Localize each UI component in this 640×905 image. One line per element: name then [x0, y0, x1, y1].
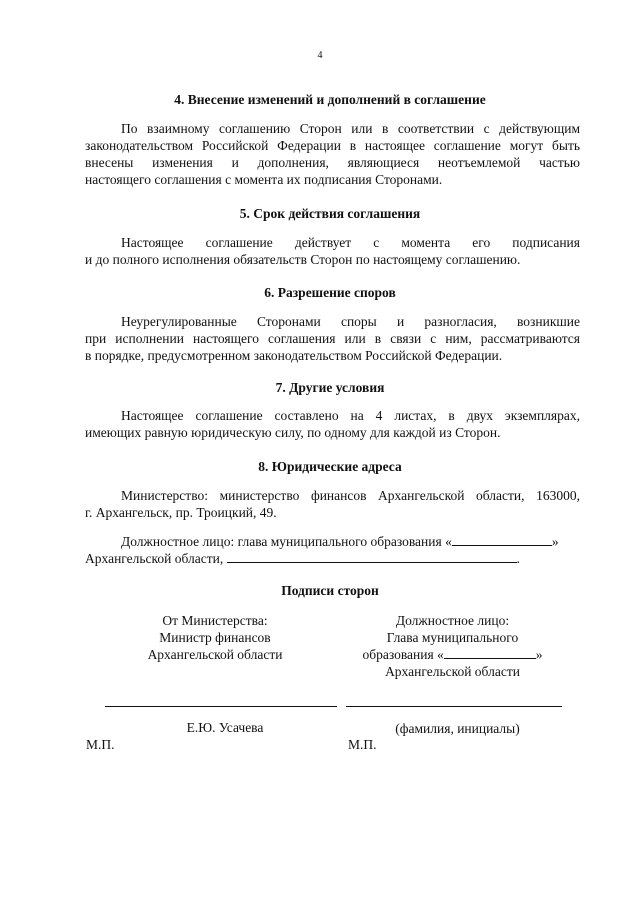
- section-8-heading: 8. Юридические адреса: [258, 459, 402, 474]
- text-line: имеющих равную юридическую силу, по одному для каждой из Сторон.: [85, 425, 501, 440]
- text-line: образования « »: [362, 647, 543, 662]
- ministry-signature-line: [105, 706, 337, 707]
- text-line: при исполнении настоящего соглашения или в связи с ним, рассматриваются: [85, 331, 580, 346]
- section-8-text: [85, 487, 580, 521]
- official-signature-line: [346, 706, 562, 707]
- official-text: [85, 533, 580, 567]
- text-line: внесены изменения и дополнения, являющиеся неотъемлемой частью: [85, 155, 580, 170]
- section-7-text: [85, 407, 580, 441]
- section-4-heading: 4. Внесение изменений и дополнений в соглашение: [174, 92, 486, 107]
- official-name-placeholder: (фамилия, инициалы): [395, 721, 520, 736]
- municipality-blank: [452, 533, 552, 546]
- text-line: От Министерства:: [162, 613, 268, 628]
- official-signature-block: [345, 612, 560, 680]
- section-6-heading: 6. Разрешение споров: [264, 285, 396, 300]
- section-4-text: [85, 120, 580, 188]
- text-line: Архангельской области: [385, 664, 520, 679]
- section-6-text: [85, 313, 580, 364]
- text-line: настоящего соглашения с момента их подписания Сторонами.: [85, 172, 443, 187]
- text-line: Архангельской области: [147, 647, 283, 662]
- text-line: г. Архангельск, пр. Троицкий, 49.: [85, 505, 277, 520]
- text-line: Неурегулированные Сторонами споры и разногласия, возникшие: [121, 314, 580, 329]
- ministry-seal-mark: М.П.: [86, 737, 115, 752]
- ministry-signature-block: [105, 612, 325, 663]
- minister-name: Е.Ю. Усачева: [186, 720, 264, 735]
- text-line: Настоящее соглашение действует с момента его подписания: [121, 235, 580, 250]
- text-line: Глава муниципального: [386, 630, 519, 645]
- municipality-blank: [444, 646, 536, 659]
- text-line: Должностное лицо: глава муниципального образования « »: [121, 534, 559, 549]
- text-line: Министр финансов: [159, 630, 271, 645]
- text-line: По взаимному соглашению Сторон или в соответствии с действующим: [121, 121, 580, 136]
- official-blank: [227, 550, 517, 563]
- text-line: законодательством Российской Федерации в настоящее соглашение могут быть: [85, 138, 580, 153]
- page-number: 4: [317, 50, 323, 61]
- text-line: Министерство: министерство финансов Архангельской области, 163000,: [121, 488, 580, 503]
- text-line: Настоящее соглашение составлено на 4 листах, в двух экземплярах,: [121, 408, 580, 423]
- section-5-text: [85, 234, 580, 268]
- section-7-heading: 7. Другие условия: [275, 380, 385, 395]
- signatures-heading: Подписи сторон: [281, 583, 379, 598]
- official-seal-mark: М.П.: [348, 737, 377, 752]
- text-line: Архангельской области, .: [85, 551, 520, 566]
- text-line: и до полного исполнения обязательств Сторон по настоящему соглашению.: [85, 252, 521, 267]
- text-line: Должностное лицо:: [395, 613, 510, 628]
- section-5-heading: 5. Срок действия соглашения: [239, 206, 421, 221]
- text-line: в порядке, предусмотренном законодательством Российской Федерации.: [85, 348, 503, 363]
